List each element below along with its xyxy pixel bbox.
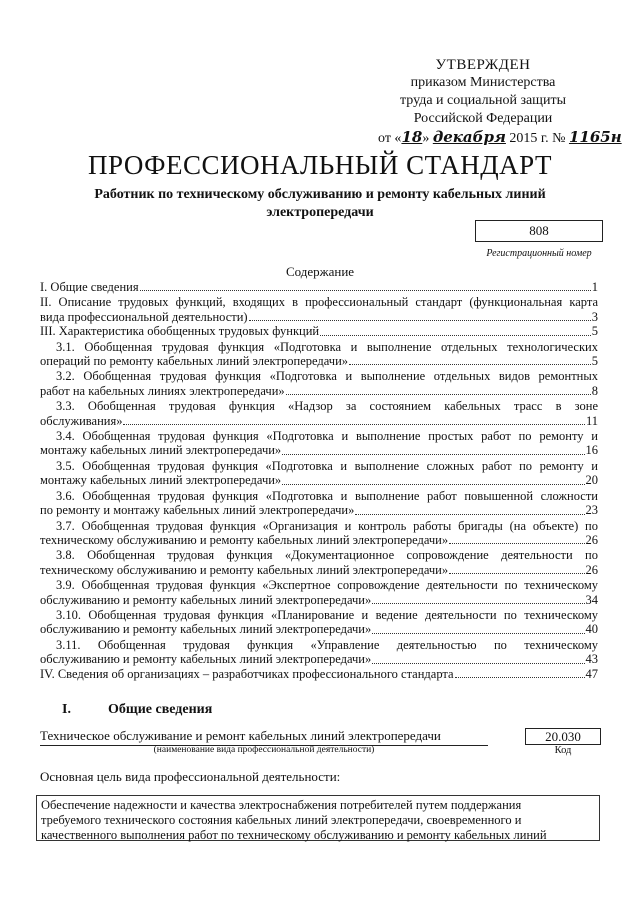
toc-label-line1: 3.9. Обобщенная трудовая функция «Экспертное сопровождение деятельности по техническому (56, 578, 598, 593)
toc-label-line1: 3.5. Обобщенная трудовая функция «Подготовка и выполнение сложных работ по ремонту и (56, 458, 598, 473)
toc-page: 11 (585, 413, 598, 428)
toc-entry-3-9[interactable] (40, 578, 598, 607)
handwritten-month: декабря (432, 128, 506, 146)
toc-leader (372, 603, 584, 604)
toc-entry-ii[interactable] (40, 295, 598, 324)
toc-label-line2: обслуживания» (40, 413, 123, 428)
toc-label-line1: 3.8. Обобщенная трудовая функция «Документационное сопровождение деятельности по (56, 548, 598, 563)
toc-leader (372, 633, 584, 634)
date-year: 2015 г. № (509, 131, 566, 146)
toc-label-line2: обслуживанию и ремонту кабельных линий электропередачи» (40, 622, 372, 637)
goal-line-1: Обеспечение надежности и качества электроснабжения потребителей путем поддержания (41, 798, 522, 812)
toc-page: 26 (585, 532, 598, 547)
toc-label-line2: операций по ремонту кабельных линий электропередачи» (40, 354, 349, 369)
toc-page: 5 (591, 324, 598, 339)
toc-leader (249, 320, 591, 321)
toc-label-line1: 3.7. Обобщенная трудовая функция «Организация и контроль работы бригады (на объекте) по (56, 518, 598, 533)
toc-entry-3-10[interactable] (40, 608, 598, 637)
toc-label-line1: 3.6. Обобщенная трудовая функция «Подготовка и выполнение работ повышенной сложности (56, 488, 598, 503)
approval-date (378, 128, 622, 148)
approval-block (378, 56, 622, 148)
table-of-contents (40, 280, 598, 681)
toc-label-line2: работ на кабельных линиях электропередачи» (40, 383, 285, 398)
toc-label-line2: монтажу кабельных линий электропередачи» (40, 473, 282, 488)
subtitle-line-1: Работник по техническому обслуживанию и ремонту кабельных линий (94, 187, 546, 202)
toc-page: 8 (591, 383, 598, 398)
toc-page: 26 (585, 562, 598, 577)
toc-label-line2: монтажу кабельных линий электропередачи» (40, 443, 282, 458)
toc-page: 40 (585, 622, 598, 637)
toc-label-line2: вида профессиональной деятельности) (40, 309, 248, 324)
handwritten-day: 18 (401, 128, 423, 146)
toc-label-line1: 3.4. Обобщенная трудовая функция «Подготовка и выполнение простых работ по ремонту и (56, 429, 598, 444)
toc-label: IV. Сведения об организациях – разработчиках профессионального стандарта (40, 666, 454, 681)
toc-page: 16 (585, 443, 598, 458)
toc-leader (449, 573, 584, 574)
toc-entry-3-6[interactable] (40, 489, 598, 518)
toc-page: 5 (591, 354, 598, 369)
registration-number-caption: Регистрационный номер (486, 248, 592, 259)
toc-label-line2: техническому обслуживанию и ремонту кабельных линий электропередачи» (40, 532, 449, 547)
activity-name: Техническое обслуживание и ремонт кабельных линий электропередачи (40, 728, 488, 746)
goal-label: Основная цель вида профессиональной деятельности: (40, 769, 341, 784)
section-title: Общие сведения (108, 702, 213, 717)
section-number: I. (62, 702, 71, 717)
toc-entry-3-3[interactable] (40, 399, 598, 428)
toc-label-line2: техническому обслуживанию и ремонту кабельных линий электропередачи» (40, 562, 449, 577)
toc-label-line1: 3.1. Обобщенная трудовая функция «Подготовка и выполнение отдельных технологических (56, 339, 598, 354)
toc-label-line1: 3.2. Обобщенная трудовая функция «Подготовка и выполнение отдельных видов ремонтных (56, 369, 598, 384)
approval-line-1: приказом Министерства (410, 75, 556, 90)
toc-entry-i[interactable] (40, 280, 598, 294)
toc-label-line2: обслуживанию и ремонту кабельных линий электропередачи» (40, 592, 372, 607)
toc-leader (449, 543, 584, 544)
toc-leader (455, 677, 585, 678)
toc-entry-iii[interactable] (40, 324, 598, 338)
goal-line-3: качественного выполнения работ по техническому обслуживанию и ремонту кабельных линий (41, 828, 547, 842)
toc-page: 34 (585, 592, 598, 607)
toc-leader (282, 484, 584, 485)
document-subtitle (60, 186, 580, 222)
toc-leader (372, 663, 584, 664)
toc-page: 3 (591, 309, 598, 324)
toc-leader (349, 364, 591, 365)
subtitle-line-2: электропередачи (266, 205, 374, 220)
handwritten-order-number: 1165н (568, 128, 622, 146)
toc-entry-3-1[interactable] (40, 340, 598, 369)
toc-leader (123, 424, 584, 425)
toc-leader (320, 335, 591, 336)
toc-label-line2: обслуживанию и ремонту кабельных линий электропередачи» (40, 652, 372, 667)
toc-label-line2: по ремонту и монтажу кабельных линий электропередачи» (40, 503, 355, 518)
toc-label-line1: 3.3. Обобщенная трудовая функция «Надзор за состоянием кабельных трасс в зоне (56, 399, 598, 414)
document-title: ПРОФЕССИОНАЛЬНЫЙ СТАНДАРТ (87, 150, 553, 180)
activity-code-caption: Код (554, 745, 572, 756)
toc-label-line1: 3.10. Обобщенная трудовая функция «Планирование и ведение деятельности по техническому (56, 607, 598, 622)
toc-page: 23 (585, 503, 598, 518)
approval-heading: УТВЕРЖДЕН (435, 57, 531, 73)
date-prefix: от « (378, 131, 402, 146)
toc-entry-3-2[interactable] (40, 369, 598, 398)
activity-caption: (наименование вида профессиональной деятельности) (153, 745, 375, 755)
date-mid: » (422, 131, 430, 146)
toc-label: I. Общие сведения (40, 280, 139, 294)
toc-page: 43 (585, 652, 598, 667)
approval-line-3: Российской Федерации (413, 111, 553, 126)
toc-entry-iv[interactable] (40, 667, 598, 681)
toc-leader (282, 454, 584, 455)
toc-page: 1 (591, 280, 598, 294)
section-heading (62, 702, 212, 718)
goal-text-box (36, 795, 600, 841)
activity-code-box: 20.030 (525, 728, 601, 745)
toc-leader (355, 514, 584, 515)
toc-page: 20 (585, 473, 598, 488)
toc-heading: Содержание (285, 264, 355, 279)
toc-label-line1: 3.11. Обобщенная трудовая функция «Управление деятельностью по техническому (56, 637, 598, 652)
toc-label: III. Характеристика обобщенных трудовых функций (40, 324, 320, 339)
toc-entry-3-8[interactable] (40, 548, 598, 577)
toc-entry-3-4[interactable] (40, 429, 598, 458)
toc-leader (286, 394, 591, 395)
toc-entry-3-7[interactable] (40, 519, 598, 548)
approval-line-2: труда и социальной защиты (400, 93, 566, 108)
registration-number-box: 808 (475, 220, 603, 242)
goal-line-2: требуемого технического состояния кабельных линий электропередачи, своевременного и (41, 813, 522, 827)
toc-entry-3-5[interactable] (40, 459, 598, 488)
toc-page: 47 (585, 666, 598, 681)
toc-entry-3-11[interactable] (40, 638, 598, 667)
toc-leader (140, 290, 591, 291)
toc-label-line1: II. Описание трудовых функций, входящих в профессиональный стандарт (функциональная карта (40, 295, 598, 310)
